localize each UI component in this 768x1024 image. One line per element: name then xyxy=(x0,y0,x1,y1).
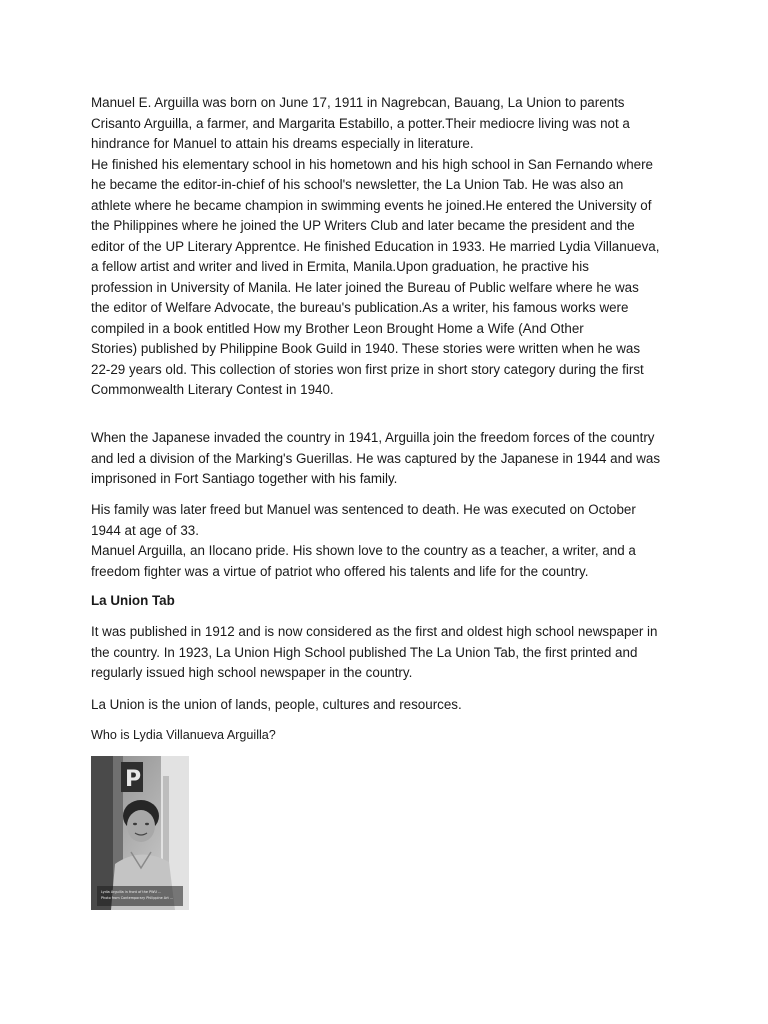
section-heading: La Union Tab xyxy=(91,593,175,608)
death-paragraph: His family was later freed but Manuel was sentenced to death. He was executed on October 1944 at age of 33. Manuel Arguilla, an Ilocano pride. His shown love to the country as a teacher, a writer, and a freedom fighter was a virtue of patriot who offered his talents and life for the country. xyxy=(91,502,636,579)
photo-caption-line-1: Lydia Arguilla in front of the PWU ... xyxy=(101,890,162,894)
war-paragraph: When the Japanese invaded the country in 1941, Arguilla join the freedom forces of the country and led a division of the Marking's Guerillas. He was captured by the Japanese in 1944 and was imprisoned in Fort Santiago together with his family. xyxy=(91,430,661,486)
svg-text:P: P xyxy=(125,767,142,792)
question-line: Who is Lydia Villanueva Arguilla? xyxy=(91,728,276,742)
la-union-paragraph: La Union is the union of lands, people, cultures and resources. xyxy=(91,697,462,712)
la-union-tab-paragraph: It was published in 1912 and is now considered as the first and oldest high school newspaper in the country. In 1923, La Union High School published The La Union Tab, the first printed and regularly issued high school newspaper in the country. xyxy=(91,624,658,680)
portrait-photo xyxy=(91,756,189,910)
photo-caption-line-2: Photo from Contemporary Philippine Art ... xyxy=(101,896,174,900)
biography-paragraph: Manuel E. Arguilla was born on June 17, 1911 in Nagrebcan, Bauang, La Union to parents Crisanto Arguilla, a farmer, and Margarita Estabillo, a potter.Their mediocre living was not a hindrance for Manuel to attain his dreams especially in literature. He finished his elementary school in his hometown and his high school in San Fernando where he became the editor-in-chief of his school's newsletter, the La Union Tab. He was also an athlete where he became champion in swimming events he joined.He entered the University of the Philippines where he joined the UP Writers Club and later became the president and the editor of the UP Literary Apprentce. He finished Education in 1933. He married Lydia Villanueva, a fellow artist and writer and lived in Ermita, Manila.Upon graduation, he practive his profession in University of Manila. He later joined the Bureau of Public welfare where he was the editor of Welfare Advocate, the bureau's publication.As a writer, his famous works were compiled in a book entitled How my Brother Leon Brought Home a Wife (And Other Stories) published by Philippine Book Guild in 1940. These stories were written when he was 22-29 years old. This collection of stories won first prize in short story category during the first Commonwealth Literary Contest in 1940. xyxy=(91,95,660,397)
portrait-image xyxy=(91,756,189,910)
